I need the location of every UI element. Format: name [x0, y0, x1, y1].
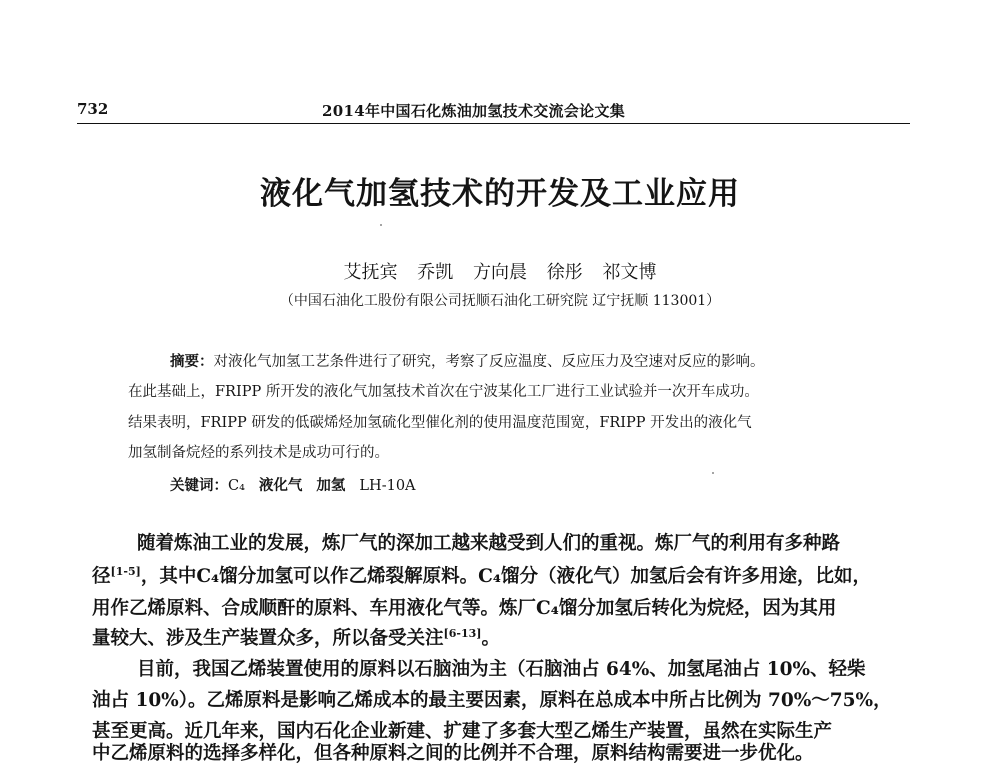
- author: 徐彤: [546, 262, 583, 283]
- body-line: 目前，我国乙烯装置使用的原料以石脑油为主（石脑油占 64%、加氢尾油占 10%、轻柴: [137, 659, 866, 680]
- author: 乔凯: [417, 262, 454, 283]
- abstract-label: 摘要：: [170, 353, 214, 370]
- body-text: 径: [92, 566, 111, 587]
- body-text: ，其中C₄馏分加氢可以作乙烯裂解原料。C₄馏分（液化气）加氢后会有许多用途，比如，: [140, 566, 871, 587]
- page-number: 732: [77, 100, 109, 118]
- author: 艾抚宾: [343, 262, 398, 283]
- body-line: 用作乙烯原料、合成顺酐的原料、车用液化气等。炼厂C₄馏分加氢后转化为烷烃，因为其用: [92, 598, 837, 619]
- keyword: 液化气: [258, 477, 303, 494]
- body-text: 。: [481, 628, 500, 649]
- abstract-text: 对液化气加氢工艺条件进行了研究，考察了反应温度、反应压力及空速对反应的影响。: [213, 354, 765, 370]
- body-line: [92, 562, 871, 588]
- body-line: 随着炼油工业的发展，炼厂气的深加工越来越受到人们的重视。炼厂气的利用有多种路: [137, 533, 841, 554]
- body-line: 中乙烯原料的选择多样化，但各种原料之间的比例并不合理，原料结构需要进一步优化。: [92, 743, 814, 764]
- keywords-label: 关键词：: [170, 477, 228, 494]
- scan-speck: [380, 224, 382, 226]
- abstract-line: [170, 350, 765, 371]
- body-line: 甚至更高。近几年来，国内石化企业新建、扩建了多套大型乙烯生产装置，虽然在实际生产: [92, 721, 833, 742]
- keywords: [170, 474, 430, 495]
- author: 祁文博: [602, 262, 657, 283]
- body-text: 量较大、涉及生产装置众多，所以备受关注: [92, 628, 444, 649]
- abstract-line: 加氢制备烷烃的系列技术是成功可行的。: [128, 445, 389, 461]
- scan-speck: [712, 472, 714, 474]
- affiliation: （中国石油化工股份有限公司抚顺石油化工研究院 辽宁抚顺 113001）: [279, 293, 721, 309]
- running-header: 2014年中国石化炼油加氢技术交流会论文集: [322, 102, 626, 120]
- header-rule: [77, 123, 910, 124]
- abstract-line: 结果表明，FRIPP 研发的低碳烯烃加氢硫化型催化剂的使用温度范围宽，FRIPP 开发出的液化气: [128, 415, 752, 431]
- article-title: 液化气加氢技术的开发及工业应用: [260, 176, 740, 212]
- citation: [6-13]: [443, 626, 482, 640]
- body-line: 油占 10%）。乙烯原料是影响乙烯成本的最主要因素，原料在总成本中所占比例为 70%～75%，: [92, 690, 892, 711]
- body-line: [92, 624, 500, 650]
- author-list: [0, 258, 1000, 284]
- keyword: LH-10A: [359, 478, 416, 494]
- citation: [1-5]: [110, 564, 141, 578]
- keyword: C₄: [228, 478, 245, 494]
- author: 方向晨: [473, 262, 527, 283]
- abstract-line: 在此基础上，FRIPP 所开发的液化气加氢技术首次在宁波某化工厂进行工业试验并一次开车成功。: [128, 384, 759, 400]
- keyword: 加氢: [316, 477, 346, 494]
